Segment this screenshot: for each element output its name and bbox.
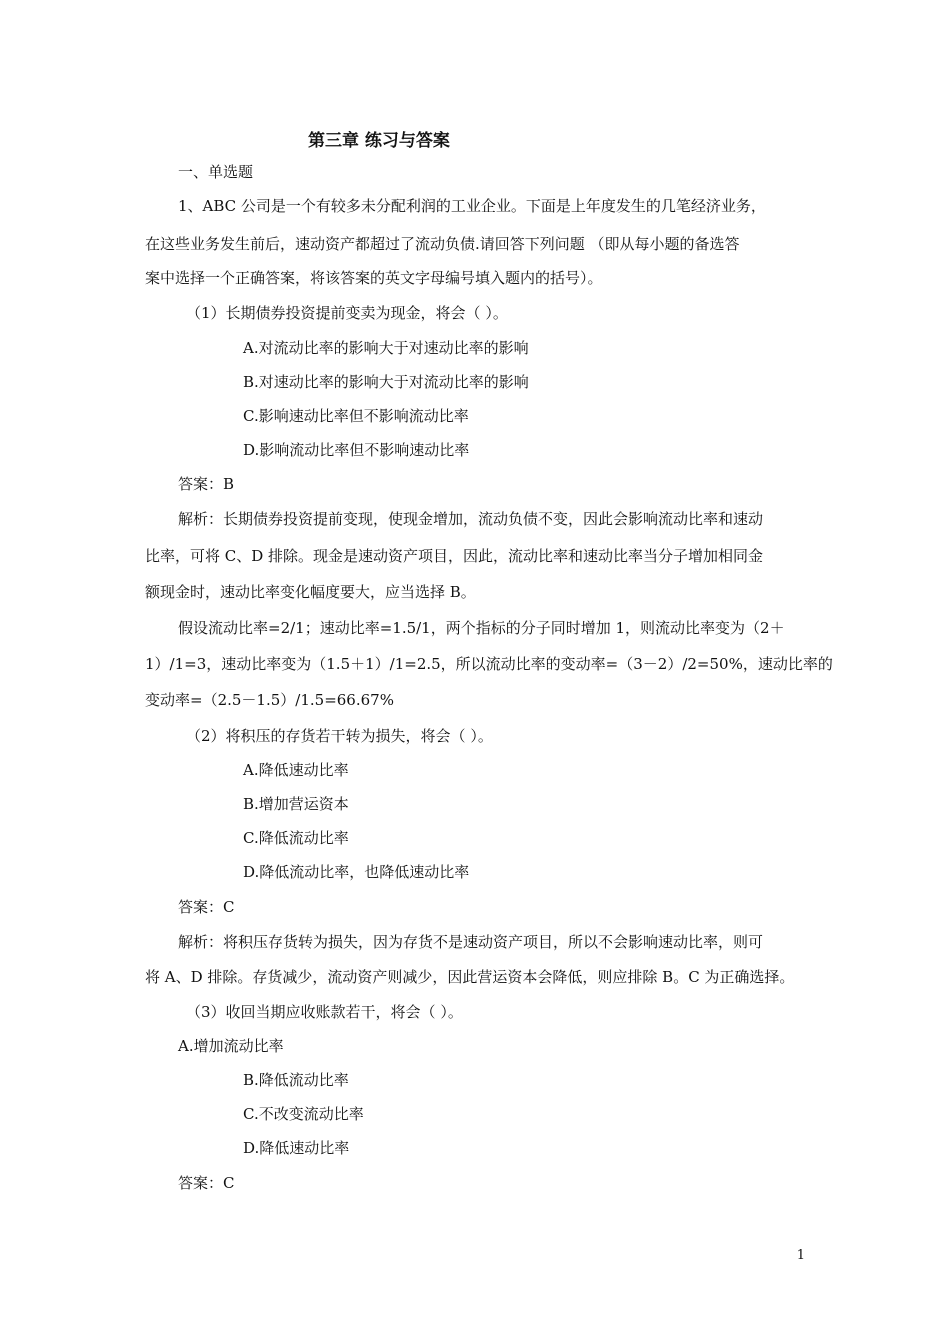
page-number: 1 [796, 1248, 805, 1263]
analysis-line: 解析：将积压存货转为损失，因为存货不是速动资产项目，所以不会影响速动比率，则可 [178, 933, 764, 951]
sub-question: （3）收回当期应收账款若干，将会（ ）。 [186, 1003, 463, 1021]
answer-option: B.对速动比率的影响大于对流动比率的影响 [243, 373, 529, 391]
answer-option: A.对流动比率的影响大于对速动比率的影响 [243, 339, 529, 357]
answer-line: 答案：C [178, 1174, 235, 1192]
answer-option: A.增加流动比率 [178, 1037, 284, 1055]
analysis-line: 将 A、D 排除。存货减少，流动资产则减少，因此营运资本会降低，则应排除 B。C 为正确选择。 [145, 968, 795, 986]
answer-line: 答案：C [178, 898, 235, 916]
analysis-line: 比率，可将 C、D 排除。现金是速动资产项目，因此，流动比率和速动比率当分子增加相同金 [145, 547, 764, 565]
sub-question: （1）长期债券投资提前变卖为现金，将会（ ）。 [186, 304, 508, 322]
assumption-line: 变动率=（2.5－1.5）/1.5=66.67% [145, 691, 394, 709]
sub-question: （2）将积压的存货若干转为损失，将会（ ）。 [186, 727, 493, 745]
answer-line: 答案：B [178, 475, 235, 493]
answer-option: B.增加营运资本 [243, 795, 349, 813]
answer-option: D.降低速动比率 [243, 1139, 350, 1157]
analysis-line: 解析：长期债券投资提前变现，使现金增加，流动负债不变，因此会影响流动比率和速动 [178, 510, 764, 528]
page-title: 第三章 练习与答案 [308, 131, 450, 151]
answer-option: A.降低速动比率 [243, 761, 349, 779]
answer-option: C.不改变流动比率 [243, 1105, 364, 1123]
answer-option: D.影响流动比率但不影响速动比率 [243, 441, 470, 459]
question-intro-line: 在这些业务发生前后，速动资产都超过了流动负债.请回答下列问题 （即从每小题的备选答 [145, 235, 740, 253]
question-intro-line: 案中选择一个正确答案，将该答案的英文字母编号填入题内的括号）。 [145, 269, 603, 287]
answer-option: B.降低流动比率 [243, 1071, 349, 1089]
section-heading: 一、单选题 [178, 163, 254, 181]
assumption-line: 1）/1=3，速动比率变为（1.5＋1）/1=2.5，所以流动比率的变动率=（3－2）/2=50%，速动比率的 [145, 655, 833, 673]
question-intro-line: 1、ABC 公司是一个有较多未分配利润的工业企业。下面是上年度发生的几笔经济业务， [178, 197, 766, 215]
answer-option: D.降低流动比率，也降低速动比率 [243, 863, 470, 881]
answer-option: C.影响速动比率但不影响流动比率 [243, 407, 469, 425]
assumption-line: 假设流动比率=2/1；速动比率=1.5/1，两个指标的分子同时增加 1，则流动比率变为（2＋ [178, 619, 785, 637]
answer-option: C.降低流动比率 [243, 829, 349, 847]
analysis-line: 额现金时，速动比率变化幅度要大，应当选择 B。 [145, 583, 476, 601]
